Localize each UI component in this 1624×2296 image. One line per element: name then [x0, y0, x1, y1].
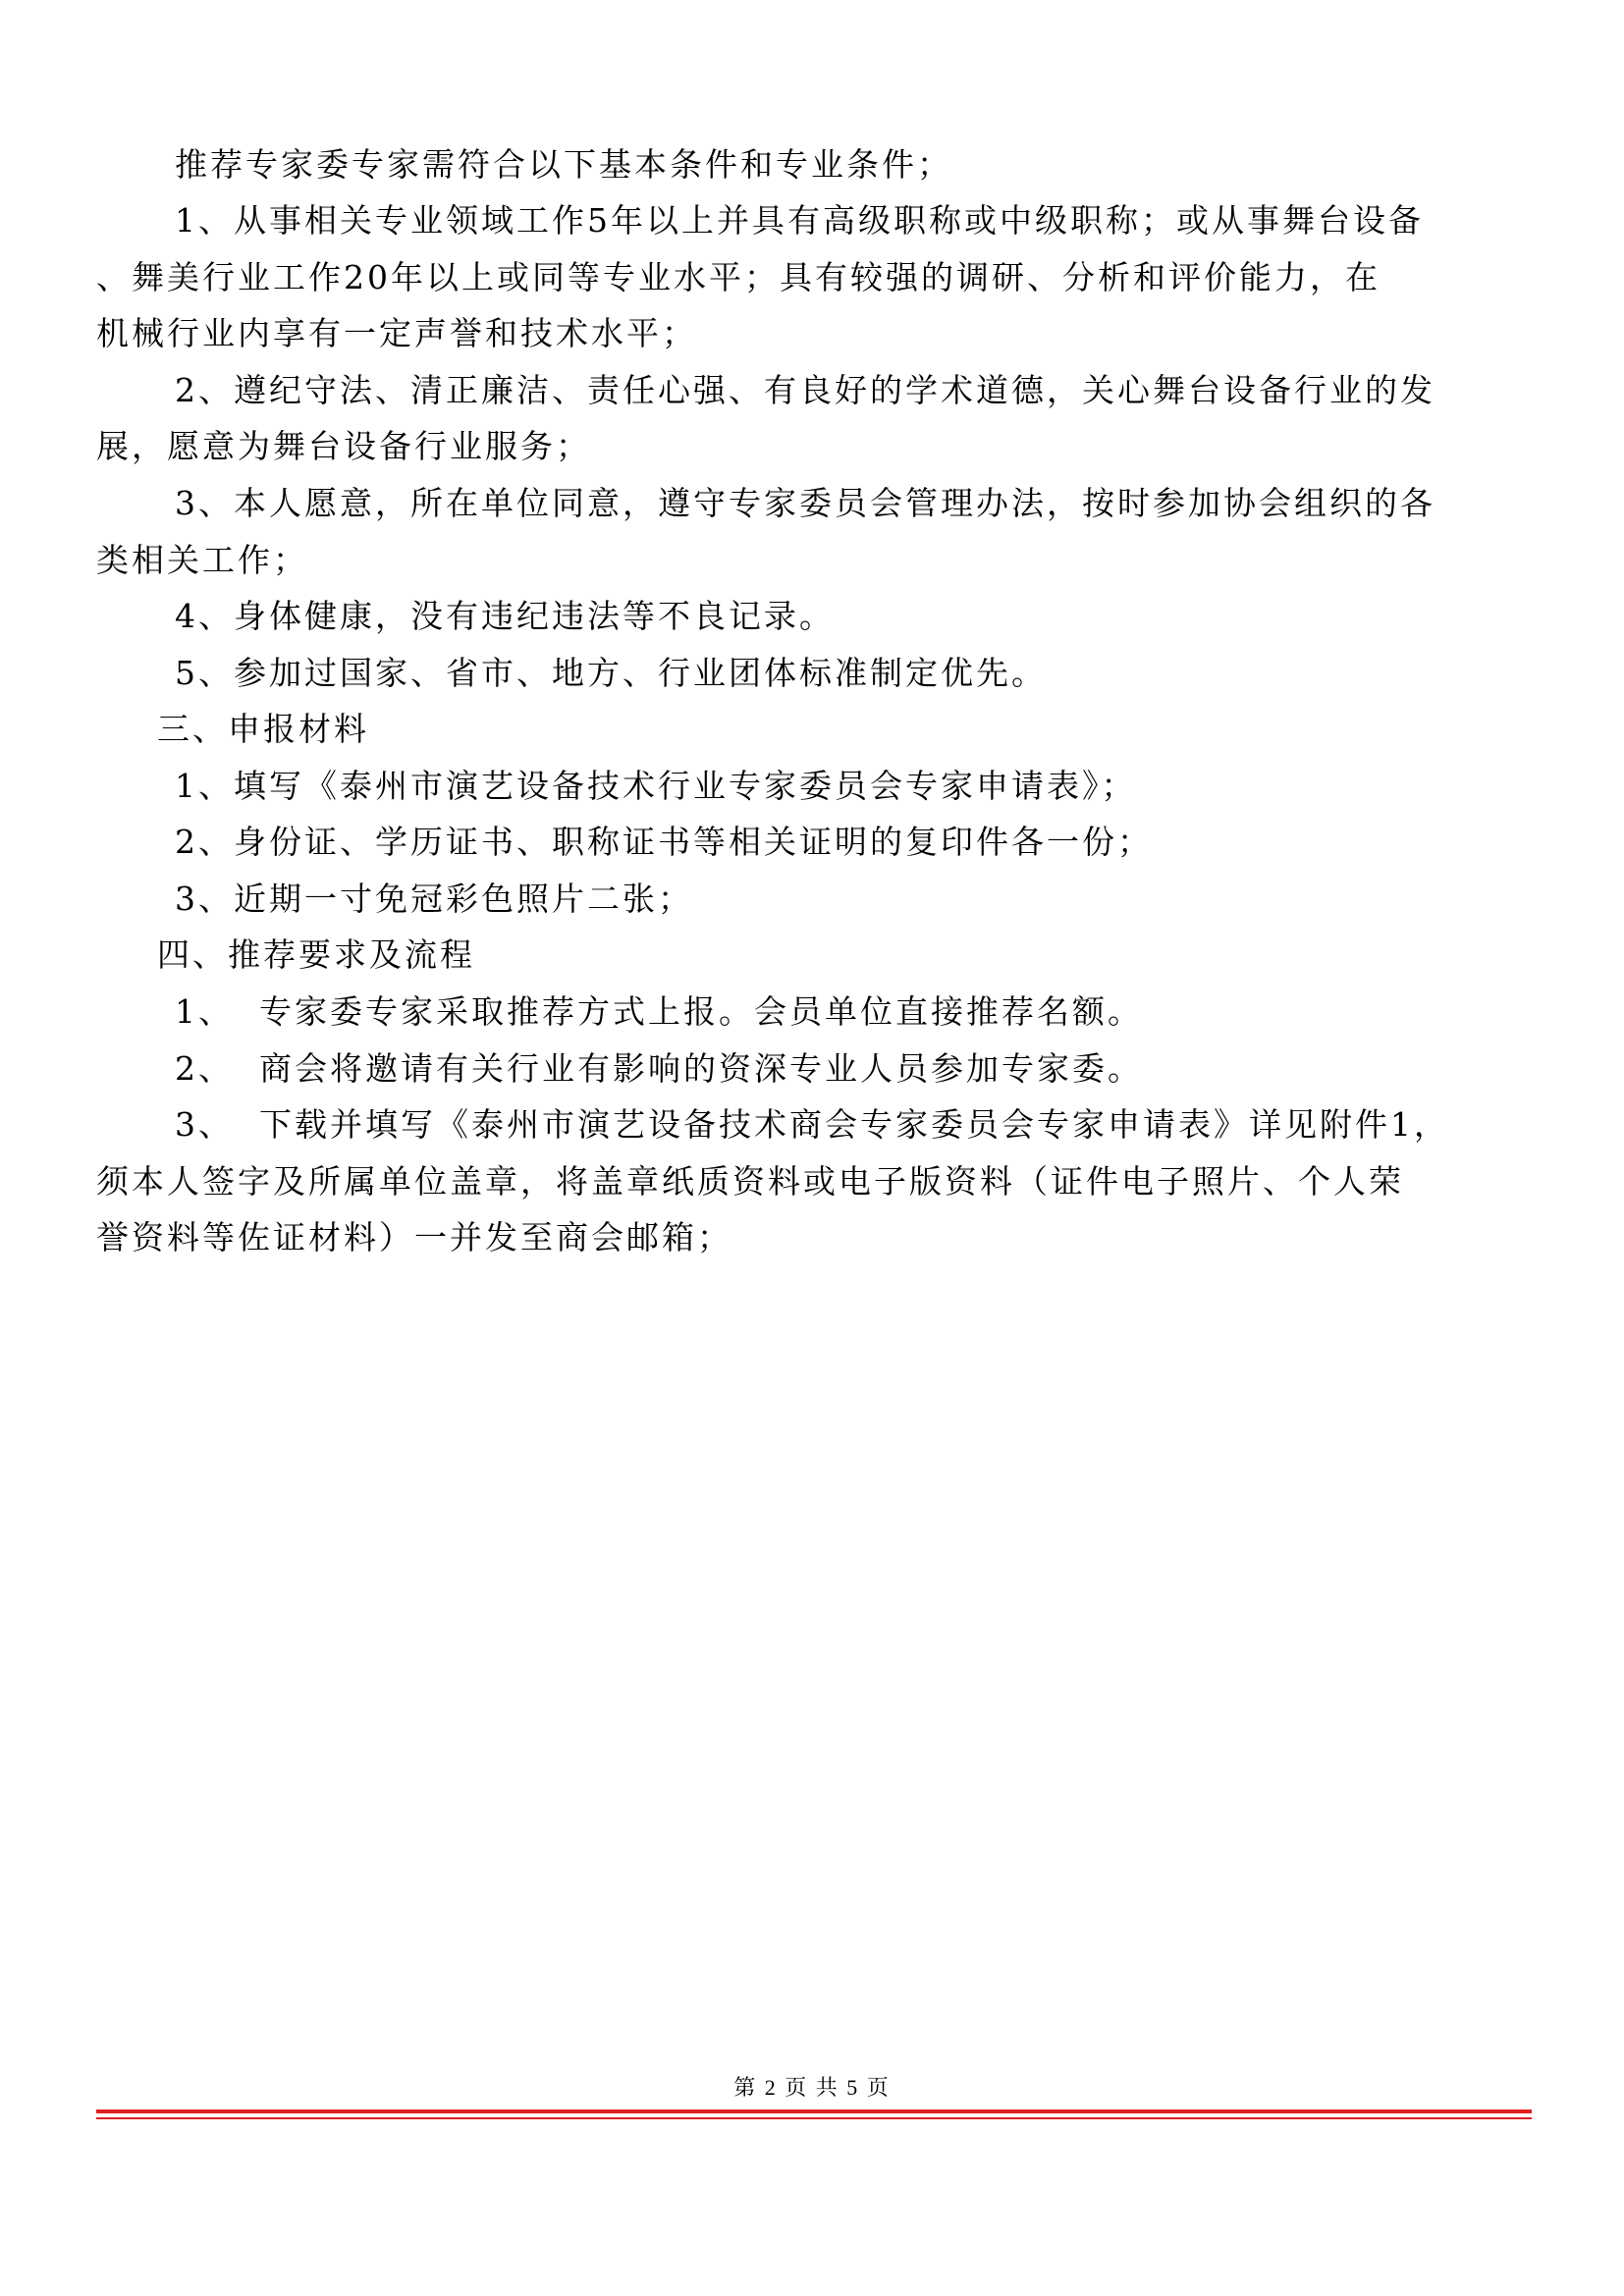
material-1: 1、填写《泰州市演艺设备技术行业专家委员会专家申请表》； — [175, 767, 1137, 805]
process-item-1 — [175, 990, 1540, 1034]
footer-divider-thick — [96, 2109, 1532, 2113]
process-item-1-text: 专家委专家采取推荐方式上报。会员单位直接推荐名额。 — [259, 992, 1143, 1031]
criterion-3-line-2: 类相关工作； — [96, 541, 308, 579]
process-item-2-text: 商会将邀请有关行业有影响的资深专业人员参加专家委。 — [259, 1049, 1143, 1088]
page-number: 第 2 页 共 5 页 — [733, 2075, 891, 2100]
criterion-2-line-1: 2、遵纪守法、清正廉洁、责任心强、有良好的学术道德，关心舞台设备行业的发 — [175, 371, 1435, 409]
process-item-2 — [175, 1047, 1540, 1091]
process-item-2-number: 2、 — [175, 1049, 234, 1088]
criterion-5: 5、参加过国家、省市、地方、行业团体标准制定优先。 — [175, 654, 1047, 692]
process-item-1-number: 1、 — [175, 992, 234, 1031]
section-heading-materials: 三、申报材料 — [157, 710, 369, 748]
process-item-3-line-3: 誉资料等佐证材料）一并发至商会邮箱； — [96, 1218, 732, 1256]
process-item-3-text: 下载并填写《泰州市演艺设备技术商会专家委员会专家申请表》详见附件1， — [259, 1105, 1449, 1144]
section-heading-process: 四、推荐要求及流程 — [157, 935, 475, 974]
footer-divider-thin — [96, 2117, 1532, 2119]
process-item-3 — [175, 1103, 1540, 1147]
criterion-1-line-2: 、舞美行业工作20年以上或同等专业水平；具有较强的调研、分析和评价能力，在 — [96, 258, 1380, 296]
process-item-3-line-2: 须本人签字及所属单位盖章，将盖章纸质资料或电子版资料（证件电子照片、个人荣 — [96, 1162, 1404, 1201]
material-2: 2、身份证、学历证书、职称证书等相关证明的复印件各一份； — [175, 823, 1153, 861]
criterion-3-line-1: 3、本人愿意，所在单位同意，遵守专家委员会管理办法，按时参加协会组织的各 — [175, 484, 1435, 522]
material-3: 3、近期一寸免冠彩色照片二张； — [175, 880, 693, 918]
process-item-3-number: 3、 — [175, 1105, 234, 1144]
intro-paragraph: 推荐专家委专家需符合以下基本条件和专业条件； — [175, 145, 952, 184]
criterion-1-line-3: 机械行业内享有一定声誉和技术水平； — [96, 314, 697, 352]
criterion-2-line-2: 展，愿意为舞台设备行业服务； — [96, 427, 591, 465]
criterion-4: 4、身体健康，没有违纪违法等不良记录。 — [175, 597, 835, 635]
criterion-1-line-1: 1、从事相关专业领域工作5年以上并具有高级职称或中级职称；或从事舞台设备 — [175, 201, 1424, 240]
